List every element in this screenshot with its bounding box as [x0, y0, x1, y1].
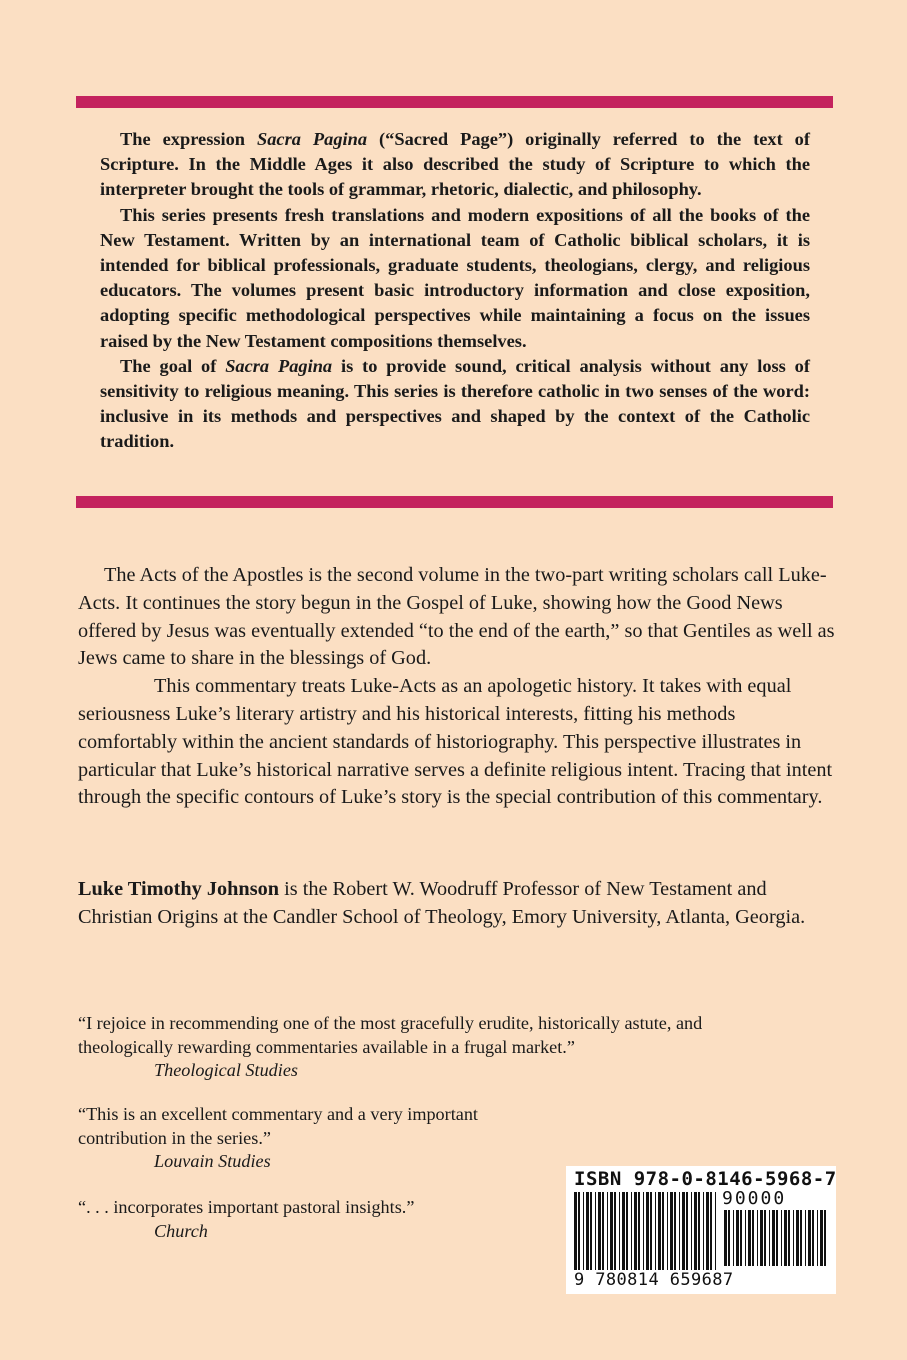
barcode-bar — [752, 1210, 754, 1266]
review-quote — [78, 1196, 558, 1243]
barcode-bar — [776, 1210, 778, 1266]
barcode-bar — [715, 1192, 716, 1272]
barcode-bar — [662, 1192, 664, 1272]
barcode-bar — [748, 1210, 751, 1266]
barcode-bar — [694, 1192, 697, 1272]
barcode-bar — [643, 1192, 644, 1272]
barcode-bar — [740, 1210, 742, 1266]
barcode-bar — [788, 1210, 790, 1266]
barcode-bar — [607, 1192, 608, 1272]
barcode-bar — [595, 1192, 596, 1272]
barcode-bar — [655, 1192, 656, 1272]
review-text: “. . . incorporates important pastoral insights.” — [78, 1197, 415, 1217]
barcode-bar — [583, 1192, 584, 1272]
barcode-bar — [578, 1192, 580, 1272]
ean-barcode-bars — [574, 1192, 720, 1272]
barcode-bar — [658, 1192, 661, 1272]
barcode-bar — [682, 1192, 685, 1272]
author-bio — [78, 876, 838, 932]
barcode-bar — [674, 1192, 676, 1272]
barcode-bar — [728, 1210, 730, 1266]
isbn-label: ISBN 978-0-8146-5968-7 — [574, 1168, 837, 1190]
barcode-bar — [634, 1192, 637, 1272]
series-title-italic: Sacra Pagina — [225, 355, 333, 376]
barcode-bar — [757, 1210, 758, 1266]
barcode-bar — [667, 1192, 668, 1272]
review-source: Church — [154, 1220, 208, 1241]
review-source: Louvain Studies — [154, 1151, 271, 1171]
barcode-bar — [610, 1192, 613, 1272]
barcode-bar — [736, 1210, 739, 1266]
review-source: Theological Studies — [154, 1060, 298, 1080]
series-text: is to provide sound, critical analysis without any loss of sensitivity to religious meaning. This series is therefore catholic in two senses of the word: inclusive in its methods and perspectives and shaped by the context of the Catholic tradition. — [100, 355, 810, 452]
barcode-bar — [733, 1210, 734, 1266]
barcode-bar — [769, 1210, 770, 1266]
barcode-bar — [626, 1192, 628, 1272]
author-bio-text: is the Robert W. Woodruff Professor of New Testament and Christian Origins at the Candler School of Theology, Emory University, Atlanta, Georgia. — [78, 878, 806, 928]
barcode-bar — [679, 1192, 680, 1272]
description-paragraph-2: This commentary treats Luke-Acts as an apologetic history. It takes with equal seriousness Luke’s literary artistry and his historical interests, fitting his methods comfortably within the ancient standards of historiography. This perspective illustrates in particular that Luke’s historical narrative serves a definite religious intent. Tracing that intent through the specific contours of Luke’s story is the special contribution of this commentary. — [78, 675, 833, 809]
barcode-addon-digits: 90000 — [722, 1188, 787, 1209]
barcode-bar — [638, 1192, 640, 1272]
barcode-bar — [650, 1192, 652, 1272]
series-text: The goal of — [120, 355, 226, 376]
barcode-bar — [646, 1192, 649, 1272]
barcode-bar — [760, 1210, 763, 1266]
barcode-bar — [784, 1210, 787, 1266]
series-text: The expression — [120, 129, 257, 149]
barcode-bar — [796, 1210, 799, 1266]
addon-barcode-bars — [724, 1210, 828, 1266]
barcode-bar — [622, 1192, 625, 1272]
barcode-bar — [812, 1210, 814, 1266]
barcode-bar — [724, 1210, 727, 1266]
book-description — [78, 562, 838, 812]
barcode-bar — [808, 1210, 811, 1266]
barcode-bar — [793, 1210, 794, 1266]
barcode-bar — [691, 1192, 692, 1272]
review-text: “This is an excellent commentary and a very important contribution in the series.” — [78, 1104, 478, 1148]
review-quote — [78, 1012, 798, 1083]
barcode-bar — [745, 1210, 746, 1266]
barcode-bar — [598, 1192, 601, 1272]
barcode-bar — [764, 1210, 766, 1266]
review-quote — [78, 1103, 558, 1174]
top-divider-rule — [76, 96, 833, 108]
barcode-bar — [710, 1192, 712, 1272]
barcode-bar — [670, 1192, 673, 1272]
barcode-bar — [703, 1192, 704, 1272]
series-description — [100, 127, 810, 455]
barcode-bar — [574, 1192, 577, 1272]
description-paragraph-1: The Acts of the Apostles is the second volume in the two-part writing scholars call Luke-Acts. It continues the story begun in the Gospel of Luke, showing how the Good News offered by Jesus was eventually extended “to the end of the earth,” so that Gentiles as well as Jews came to share in the blessings of God. — [78, 564, 835, 670]
series-paragraph-1 — [100, 127, 810, 203]
barcode-bar — [614, 1192, 616, 1272]
barcode-bar — [820, 1210, 823, 1266]
author-paragraph — [78, 876, 838, 932]
barcode-bar — [772, 1210, 775, 1266]
barcode-bar — [631, 1192, 632, 1272]
isbn-barcode — [566, 1166, 836, 1294]
barcode-bar — [805, 1210, 806, 1266]
barcode-bar — [706, 1192, 709, 1272]
barcode-bar — [817, 1210, 818, 1266]
series-paragraph-3 — [100, 354, 810, 455]
barcode-bar — [800, 1210, 802, 1266]
barcode-bar — [824, 1210, 826, 1266]
series-paragraph-2: This series presents fresh translations and modern expositions of all the books of the New Testament. Written by an international team of Catholic biblical scholars, it is intended for biblical professionals, graduate students, theologians, clergy, and religious educators. The volumes present basic introductory information and close exposition, adopting specific methodological perspectives while maintaining a focus on the issues raised by the New Testament compositions themselves. — [100, 204, 810, 351]
barcode-bar — [698, 1192, 700, 1272]
barcode-bar — [781, 1210, 782, 1266]
barcode-bar — [602, 1192, 604, 1272]
ean-digits: 9 780814 659687 — [574, 1270, 734, 1290]
barcode-bar — [586, 1192, 589, 1272]
barcode-bar — [619, 1192, 620, 1272]
series-title-italic: Sacra Pagina — [257, 129, 368, 149]
barcode-bar — [686, 1192, 688, 1272]
bottom-divider-rule — [76, 496, 833, 508]
review-text: “I rejoice in recommending one of the most gracefully erudite, historically astute, and theologically rewarding commentaries available in a frugal market.” — [78, 1013, 703, 1057]
series-text: (“Sacred Page”) originally referred to the text of Scripture. In the Middle Ages it also described the study of Scripture to which the interpreter brought the tools of grammar, rhetoric, dialectic, and philosophy. — [100, 129, 810, 200]
author-name: Luke Timothy Johnson — [78, 878, 280, 900]
barcode-bar — [590, 1192, 592, 1272]
